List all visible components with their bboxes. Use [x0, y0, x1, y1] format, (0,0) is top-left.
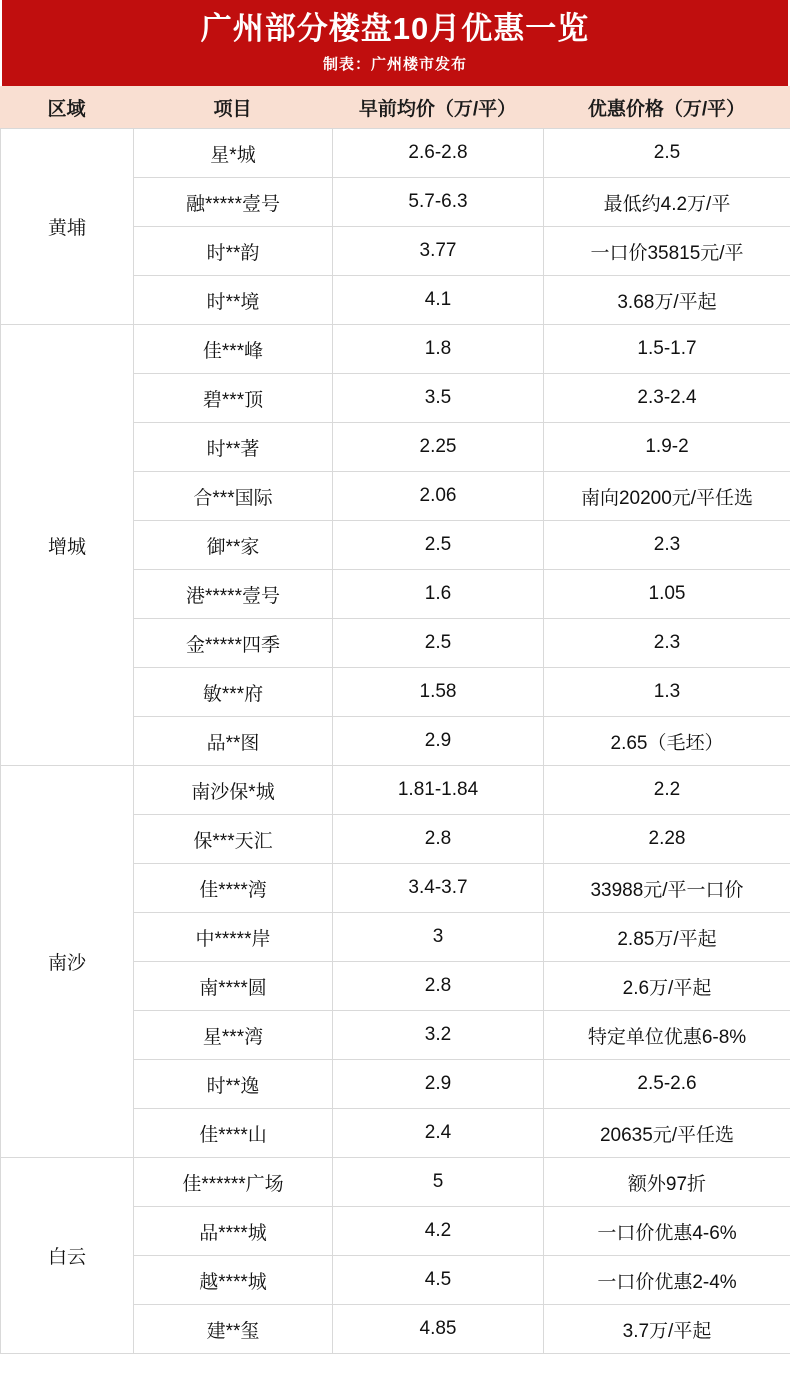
project-cell: 星*城: [134, 129, 333, 178]
project-cell: 时**境: [134, 276, 333, 325]
discount-price-cell: 2.3: [544, 619, 790, 668]
column-header-discount-price: 优惠价格（万/平）: [587, 98, 746, 120]
title-banner: [2, 0, 788, 86]
discount-price-cell: 额外97折: [544, 1158, 790, 1207]
project-cell: 越****城: [134, 1256, 333, 1305]
project-cell: 敏***府: [134, 668, 333, 717]
table-row: [1, 1158, 790, 1207]
previous-price-cell: 2.4: [333, 1109, 544, 1158]
previous-price-cell: 4.5: [333, 1256, 544, 1305]
previous-price-cell: 2.8: [333, 962, 544, 1011]
previous-price-cell: 3.5: [333, 374, 544, 423]
discount-price-cell: 2.6万/平起: [544, 962, 790, 1011]
table-row: [1, 325, 790, 374]
previous-price-cell: 2.5: [333, 619, 544, 668]
discount-price-cell: 特定单位优惠6-8%: [544, 1011, 790, 1060]
discount-price-cell: 南向20200元/平任选: [544, 472, 790, 521]
discount-price-cell: 20635元/平任选: [544, 1109, 790, 1158]
project-cell: 品****城: [134, 1207, 333, 1256]
project-cell: 佳******广场: [134, 1158, 333, 1207]
project-cell: 中*****岸: [134, 913, 333, 962]
previous-price-cell: 3.4-3.7: [333, 864, 544, 913]
page-title: 广州部分楼盘10月优惠一览: [200, 11, 590, 47]
table-body: [1, 129, 790, 1354]
discount-price-cell: 2.2: [544, 766, 790, 815]
project-cell: 金*****四季: [134, 619, 333, 668]
previous-price-cell: 2.9: [333, 717, 544, 766]
previous-price-cell: 1.8: [333, 325, 544, 374]
previous-price-cell: 4.2: [333, 1207, 544, 1256]
region-cell: 南沙: [1, 766, 134, 1158]
discount-price-cell: 3.68万/平起: [544, 276, 790, 325]
column-header-previous-price: 早前均价（万/平）: [358, 98, 517, 120]
discount-price-cell: 最低约4.2万/平: [544, 178, 790, 227]
previous-price-cell: 5: [333, 1158, 544, 1207]
project-cell: 碧***顶: [134, 374, 333, 423]
discount-price-cell: 1.3: [544, 668, 790, 717]
region-cell: 白云: [1, 1158, 134, 1354]
project-cell: 时**韵: [134, 227, 333, 276]
table-column-header: [0, 86, 790, 128]
project-cell: 时**逸: [134, 1060, 333, 1109]
project-cell: 保***天汇: [134, 815, 333, 864]
previous-price-cell: 3.77: [333, 227, 544, 276]
discount-price-cell: 2.28: [544, 815, 790, 864]
previous-price-cell: 4.1: [333, 276, 544, 325]
project-cell: 南****圆: [134, 962, 333, 1011]
previous-price-cell: 4.85: [333, 1305, 544, 1354]
discount-price-cell: 33988元/平一口价: [544, 864, 790, 913]
previous-price-cell: 2.06: [333, 472, 544, 521]
table-row: [1, 129, 790, 178]
discount-price-cell: 1.5-1.7: [544, 325, 790, 374]
discount-price-cell: 1.9-2: [544, 423, 790, 472]
previous-price-cell: 5.7-6.3: [333, 178, 544, 227]
discount-price-cell: 2.5: [544, 129, 790, 178]
previous-price-cell: 2.5: [333, 521, 544, 570]
project-cell: 品**图: [134, 717, 333, 766]
previous-price-cell: 3.2: [333, 1011, 544, 1060]
project-cell: 融*****壹号: [134, 178, 333, 227]
previous-price-cell: 2.8: [333, 815, 544, 864]
region-cell: 增城: [1, 325, 134, 766]
project-cell: 御**家: [134, 521, 333, 570]
previous-price-cell: 1.58: [333, 668, 544, 717]
project-cell: 合***国际: [134, 472, 333, 521]
region-cell: 黄埔: [1, 129, 134, 325]
discount-price-cell: 一口价优惠4-6%: [544, 1207, 790, 1256]
project-cell: 时**著: [134, 423, 333, 472]
project-cell: 佳****山: [134, 1109, 333, 1158]
project-cell: 佳***峰: [134, 325, 333, 374]
discount-price-cell: 2.85万/平起: [544, 913, 790, 962]
discount-price-cell: 1.05: [544, 570, 790, 619]
discount-price-cell: 一口价35815元/平: [544, 227, 790, 276]
discount-price-cell: 2.3: [544, 521, 790, 570]
project-cell: 佳****湾: [134, 864, 333, 913]
previous-price-cell: 1.81-1.84: [333, 766, 544, 815]
column-header-project: 项目: [213, 98, 252, 120]
project-cell: 南沙保*城: [134, 766, 333, 815]
project-cell: 港*****壹号: [134, 570, 333, 619]
previous-price-cell: 2.25: [333, 423, 544, 472]
previous-price-cell: 1.6: [333, 570, 544, 619]
discount-price-cell: 2.65（毛坯）: [544, 717, 790, 766]
column-header-region: 区域: [47, 98, 86, 120]
discount-table: [0, 128, 790, 1354]
project-cell: 星***湾: [134, 1011, 333, 1060]
discount-price-cell: 2.3-2.4: [544, 374, 790, 423]
previous-price-cell: 3: [333, 913, 544, 962]
discount-price-cell: 3.7万/平起: [544, 1305, 790, 1354]
table-row: [1, 766, 790, 815]
project-cell: 建**玺: [134, 1305, 333, 1354]
previous-price-cell: 2.6-2.8: [333, 129, 544, 178]
discount-price-cell: 2.5-2.6: [544, 1060, 790, 1109]
previous-price-cell: 2.9: [333, 1060, 544, 1109]
page-subtitle: 制表：广州楼市发布: [322, 55, 467, 73]
discount-price-cell: 一口价优惠2-4%: [544, 1256, 790, 1305]
